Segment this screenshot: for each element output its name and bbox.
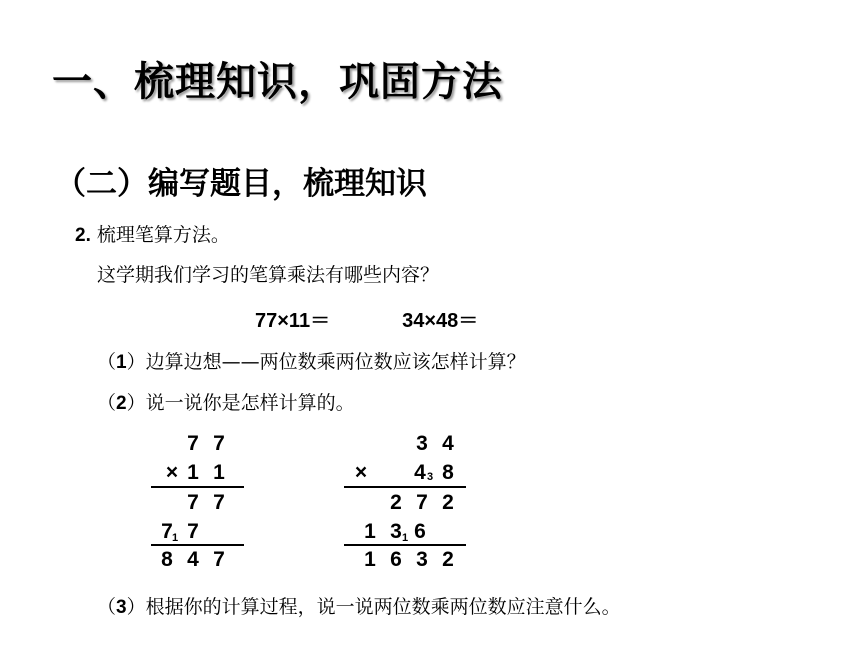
calc2-partial1-tens: 7 xyxy=(416,491,428,514)
section-text: 梳理笔算方法。 xyxy=(90,224,230,246)
calc1-partial2-tens: 7 xyxy=(187,520,199,543)
calc2-partial2-tens: 6 xyxy=(414,520,426,543)
page-title: 一、梳理知识，巩固方法 xyxy=(52,59,503,105)
calc1-bottom-ones: 1 xyxy=(213,461,225,484)
calc1-rule-1 xyxy=(151,486,244,488)
calc1-result-tens: 4 xyxy=(187,548,199,571)
calc1-top-ones: 7 xyxy=(213,432,225,455)
calc2-result-thousands: 1 xyxy=(364,548,376,571)
calc2-result-tens: 3 xyxy=(416,548,428,571)
calc2-bottom-ones: 8 xyxy=(442,461,454,484)
section-number: 2. xyxy=(75,225,91,246)
calc2-partial1-ones: 2 xyxy=(442,491,454,514)
step-number: 1 xyxy=(116,352,127,373)
calc2-result-hundreds: 6 xyxy=(390,548,402,571)
step-1: （1）边算边想——两位数乘两位数应该怎样计算？ xyxy=(97,351,526,373)
calc1-partial2-hundreds: 7 xyxy=(161,520,173,543)
calc2-times-sign: × xyxy=(354,461,368,484)
calc1-times-sign: × xyxy=(165,461,179,484)
question-text: 这学期我们学习的笔算乘法有哪些内容？ xyxy=(97,264,440,286)
step-text: 边算边想——两位数乘两位数应该怎样计算？ xyxy=(145,351,526,373)
step-number: 2 xyxy=(116,393,127,414)
step-text: 说一说你是怎样计算的。 xyxy=(145,392,355,414)
calc2-bottom-tens: 4 xyxy=(414,461,426,484)
step-text: 根据你的计算过程，说一说两位数乘两位数应注意什么。 xyxy=(145,596,621,618)
calc1-partial1-tens: 7 xyxy=(187,491,199,514)
expressions xyxy=(255,304,478,333)
step-number: 3 xyxy=(116,597,127,618)
calc2-bottom-carry: 3 xyxy=(427,471,434,483)
calc2-top-tens: 3 xyxy=(416,432,428,455)
page-subtitle: （二）编写题目，梳理知识 xyxy=(55,166,427,202)
calc1-rule-2 xyxy=(151,544,244,546)
section-heading xyxy=(75,220,230,247)
calc2-partial2-hundreds: 3 xyxy=(390,520,402,543)
step-3: （3）根据你的计算过程，说一说两位数乘两位数应注意什么。 xyxy=(97,596,621,618)
calc2-carry: 1 xyxy=(402,532,409,544)
calc1-carry: 1 xyxy=(172,532,179,544)
expression-1: 77×11＝ xyxy=(255,310,331,332)
calc2-rule-2 xyxy=(344,544,466,546)
expression-2: 34×48＝ xyxy=(402,310,479,332)
calc1-partial1-ones: 7 xyxy=(213,491,225,514)
step-2: （2）说一说你是怎样计算的。 xyxy=(97,392,355,414)
calc1-bottom-tens: 1 xyxy=(187,461,199,484)
calc1-result-ones: 7 xyxy=(213,548,225,571)
calc2-partial1-hundreds: 2 xyxy=(390,491,402,514)
calc1-result-hundreds: 8 xyxy=(161,548,173,571)
calc2-partial2-thousands: 1 xyxy=(364,520,376,543)
calc2-top-ones: 4 xyxy=(442,432,454,455)
calc2-result-ones: 2 xyxy=(442,548,454,571)
calc2-rule-1 xyxy=(344,486,466,488)
calc1-top-tens: 7 xyxy=(187,432,199,455)
